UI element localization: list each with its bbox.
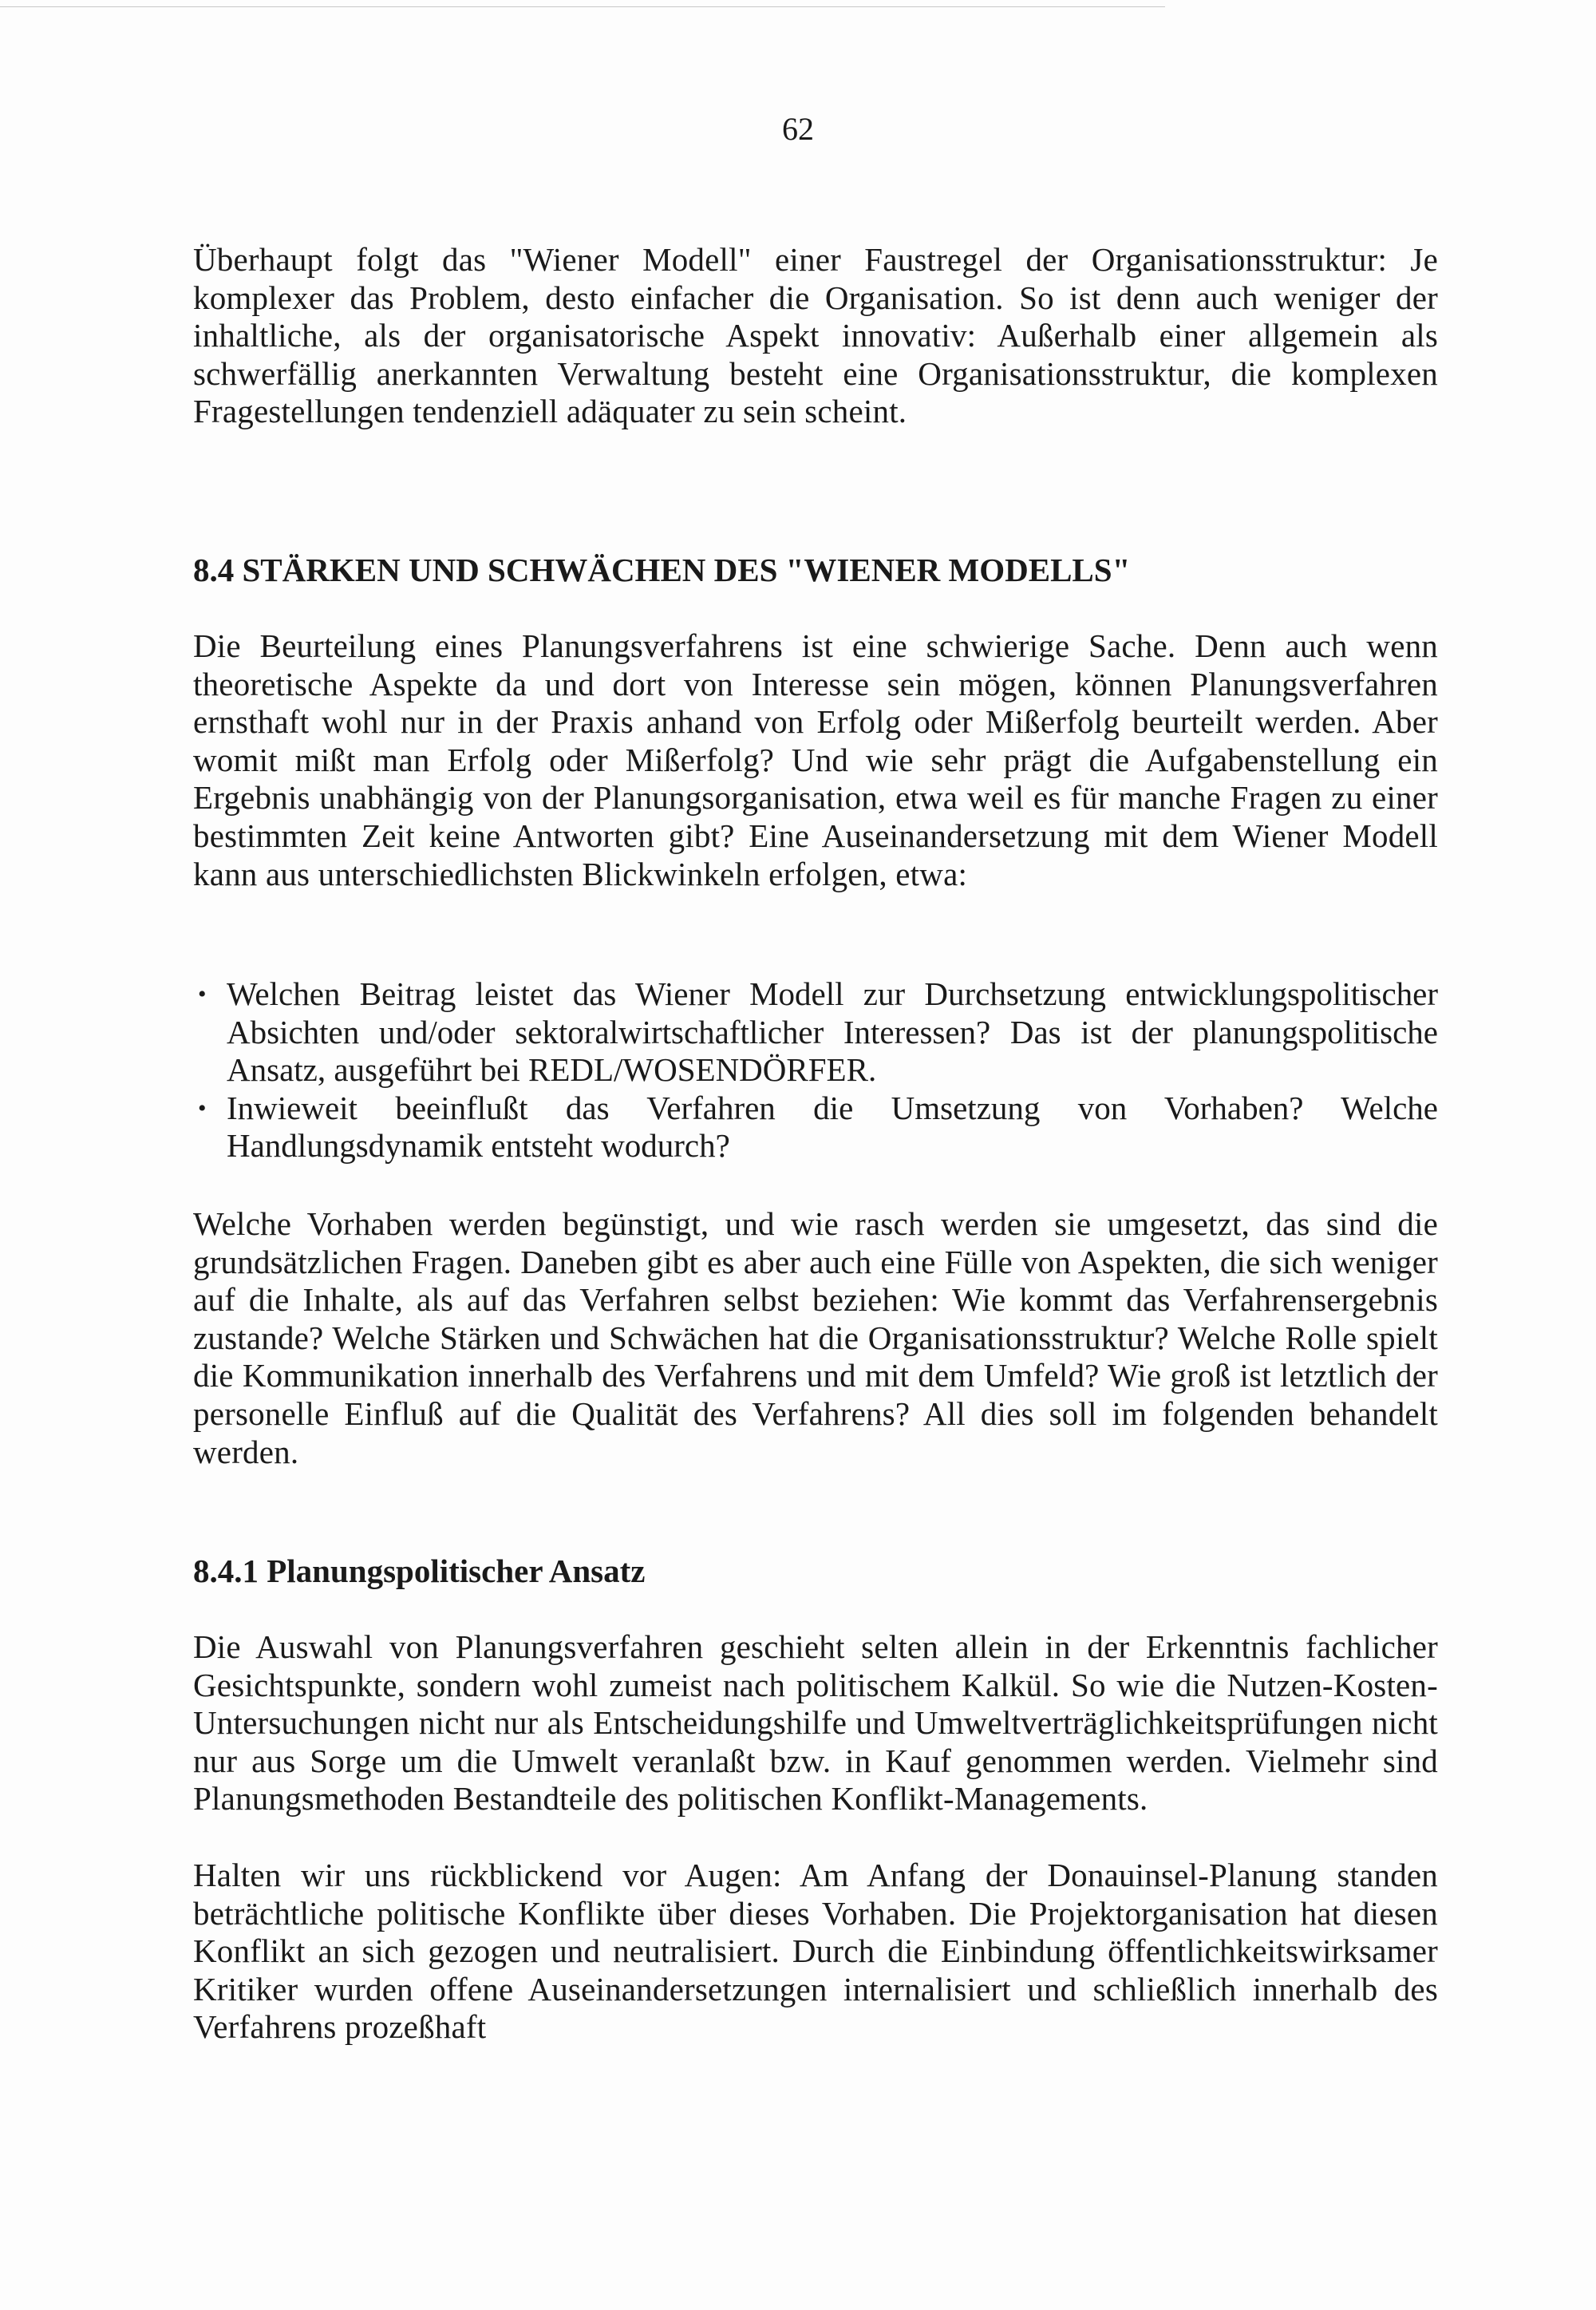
paragraph-selection: Die Auswahl von Planungsverfahren geschieht selten allein in der Erkenntnis fachlicher Gesichtspunkte, sondern wohl zumeist nach politischem Kalkül. So wie die Nutzen-Kosten-Untersuchungen nicht nur als Entscheidungshilfe und Umweltverträglichkeitsprüfungen nicht nur aus Sorge um die Umwelt veranlaßt bzw. in Kauf genommen werden. Vielmehr sind Planungsmethoden Bestandteile des politischen Konflikt-Managements. xyxy=(193,1628,1438,1818)
scan-edge-line xyxy=(0,6,1165,7)
paragraph-intro: Überhaupt folgt das "Wiener Modell" einer Faustregel der Organisationsstruktur: Je komplexer das Problem, desto einfacher die Organisation. So ist denn auch weniger der inhaltliche, als der organisatorische Aspekt innovativ: Außerhalb einer allgemein als schwerfällig anerkannten Verwaltung besteht eine Organisationsstruktur, die komplexen Fragestellungen tendenziell adäquater zu sein scheint. xyxy=(193,241,1438,430)
bullet-list xyxy=(193,975,1438,1165)
paragraph-questions: Welche Vorhaben werden begünstigt, und wie rasch werden sie umgesetzt, das sind die grundsätzlichen Fragen. Daneben gibt es aber auch eine Fülle von Aspekten, die sich weniger auf die Inhalte, als auf das Verfahren selbst beziehen: Wie kommt das Verfahrensergebnis zustande? Welche Stärken und Schwächen hat die Organisationsstruktur? Welche Rolle spielt die Kommunikation innerhalb des Verfahrens und mit dem Umfeld? Wie groß ist letztlich der personelle Einfluß auf die Qualität des Verfahrens? All dies soll im folgenden behandelt werden. xyxy=(193,1205,1438,1470)
bullet-dot-icon: • xyxy=(198,981,207,1007)
section-heading-8-4-1: 8.4.1 Planungspolitischer Ansatz xyxy=(193,1553,646,1589)
bullet-text: Inwieweit beeinflußt das Verfahren die Umsetzung von Vorhaben? Welche Handlungsdynamik entsteht wodurch? xyxy=(227,1089,1438,1165)
bullet-dot-icon: • xyxy=(198,1094,207,1121)
paragraph-assessment: Die Beurteilung eines Planungsverfahrens ist eine schwierige Sache. Denn auch wenn theoretische Aspekte da und dort von Interesse sein mögen, können Planungsverfahren ernsthaft wohl nur in der Praxis anhand von Erfolg oder Mißerfolg beurteilt werden. Aber womit mißt man Erfolg oder Mißerfolg? Und wie sehr prägt die Aufgabenstellung ein Ergebnis unabhängig von der Planungsorganisation, etwa weil es für manche Fragen zu einer bestimmten Zeit keine Antworten gibt? Eine Auseinandersetzung mit dem Wiener Modell kann aus unterschiedlichsten Blickwinkeln erfolgen, etwa: xyxy=(193,627,1438,892)
bullet-text: Welchen Beitrag leistet das Wiener Modell zur Durchsetzung entwicklungspolitischer Absichten und/oder sektoralwirtschaftlicher Interessen? Das ist der planungspolitische Ansatz, ausgeführt bei REDL/WOSENDÖRFER. xyxy=(227,975,1438,1089)
bullet-item xyxy=(193,975,1438,1090)
bullet-item xyxy=(193,1090,1438,1165)
page-number: 62 xyxy=(782,111,814,147)
paragraph-retrospective: Halten wir uns rückblickend vor Augen: Am Anfang der Donauinsel-Planung standen beträchtliche politische Konflikte über dieses Vorhaben. Die Projektorganisation hat diesen Konflikt an sich gezogen und neutralisiert. Durch die Einbindung öffentlichkeitswirksamer Kritiker wurden offene Auseinandersetzungen internalisiert und schließlich innerhalb des Verfahrens prozeßhaft xyxy=(193,1857,1438,2046)
section-heading-8-4: 8.4 STÄRKEN UND SCHWÄCHEN DES "WIENER MODELLS" xyxy=(193,552,1131,588)
